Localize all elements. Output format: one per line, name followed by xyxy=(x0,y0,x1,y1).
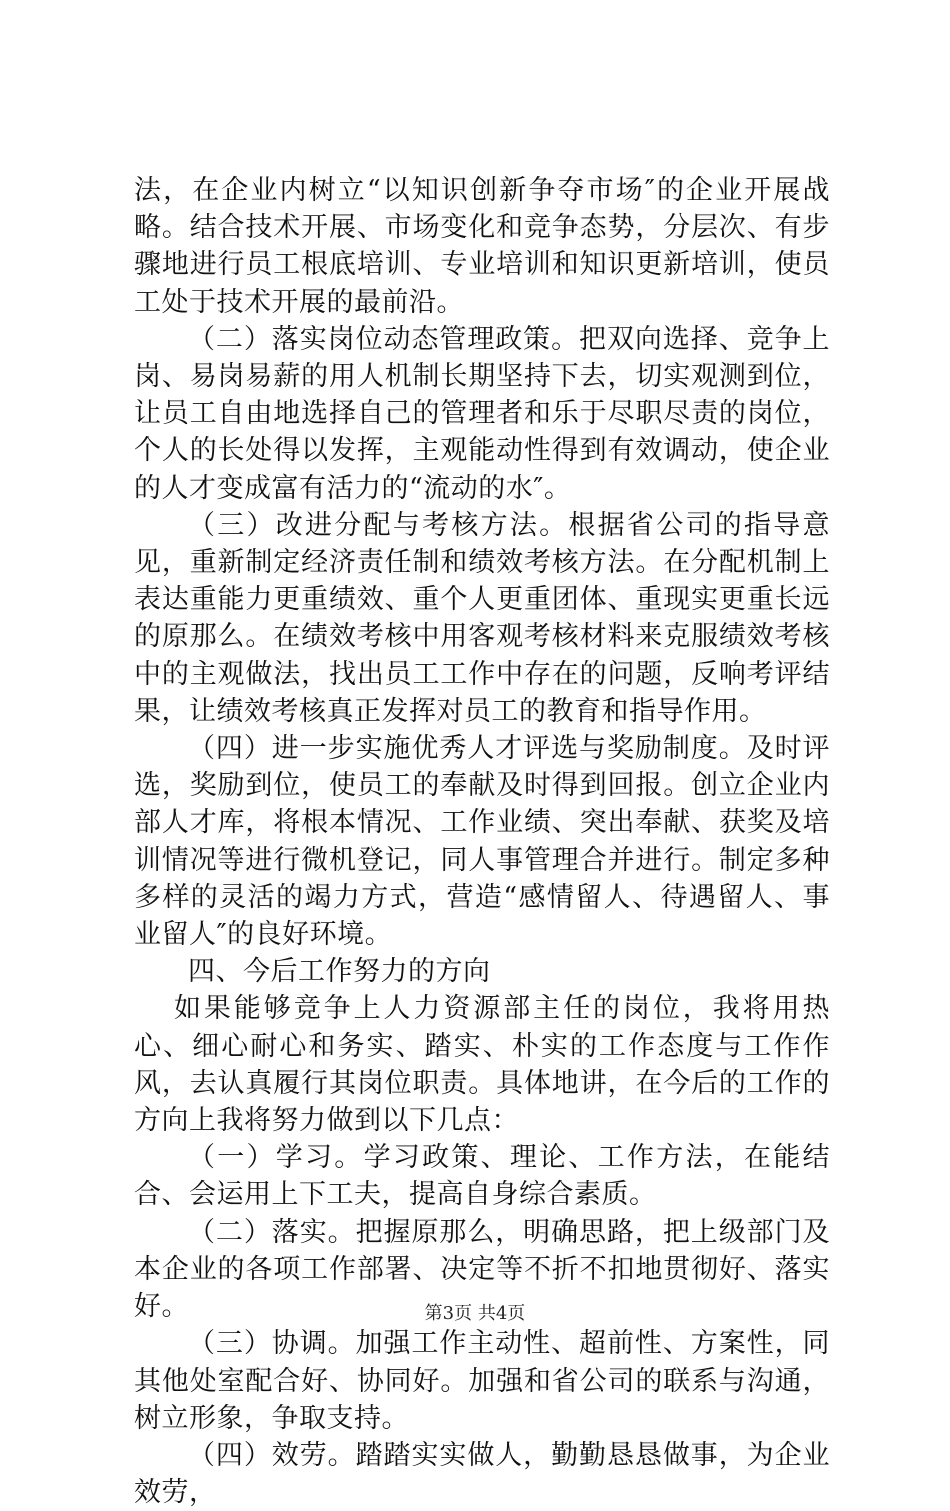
paragraph-8: （三）协调。加强工作主动性、超前性、方案性，同其他处室配合好、协同好。加强和省公司的联系与沟通，树立形象，争取支持。 xyxy=(134,1328,830,1434)
paragraph-4: （四）进一步实施优秀人才评选与奖励制度。及时评选，奖励到位，使员工的奉献及时得到回报。创立企业内部人才库，将根本情况、工作业绩、突出奉献、获奖及培训情况等进行微机登记，同人事管理合并进行。制定多种多样的灵活的竭力方式，营造“感情留人、待遇留人、事业留人″的良好环境。 xyxy=(134,733,830,951)
paragraph-7: （二）落实。把握原那么，明确思路，把上级部门及本企业的各项工作部署、决定等不折不扣地贯彻好、落实好。 xyxy=(134,1216,830,1323)
section-heading: 四、今后工作努力的方向 xyxy=(188,956,491,988)
page-footer: 第3页 共4页 xyxy=(424,1303,526,1324)
paragraph-6: （一）学习。学习政策、理论、工作方法，在能结合、会运用上下工夫，提高自身综合素质。 xyxy=(134,1142,830,1211)
paragraph-2: （二）落实岗位动态管理政策。把双向选择、竞争上岗、易岗易薪的用人机制长期坚持下去，切实观测到位，让员工自由地选择自己的管理者和乐于尽职尽责的岗位，个人的长处得以发挥，主观能动性得到有效调动，使企业的人才变成富有活力的“流动的水″。 xyxy=(134,323,830,504)
paragraph-9: （四）效劳。踏踏实实做人，勤勤恳恳做事，为企业效劳， xyxy=(134,1439,830,1509)
paragraph-5: 如果能够竞争上人力资源部主任的岗位，我将用热心、细心耐心和务实、踏实、朴实的工作态度与工作作风，去认真履行其岗位职责。具体地讲，在今后的工作的方向上我将努力做到以下几点： xyxy=(134,993,830,1137)
paragraph-3: （三）改进分配与考核方法。根据省公司的指导意见，重新制定经济责任制和绩效考核方法。在分配机制上表达重能力更重绩效、重个人更重团体、重现实更重长远的原那么。在绩效考核中用客观考核材料来克服绩效考核中的主观做法，找出员工工作中存在的问题，反响考评结果，让绩效考核真正发挥对员工的教育和指导作用。 xyxy=(134,509,830,727)
paragraph-1: 法，在企业内树立“以知识创新争夺市场″的企业开展战略。结合技术开展、市场变化和竞争态势，分层次、有步骤地进行员工根底培训、专业培训和知识更新培训，使员工处于技术开展的最前沿。 xyxy=(134,175,830,318)
